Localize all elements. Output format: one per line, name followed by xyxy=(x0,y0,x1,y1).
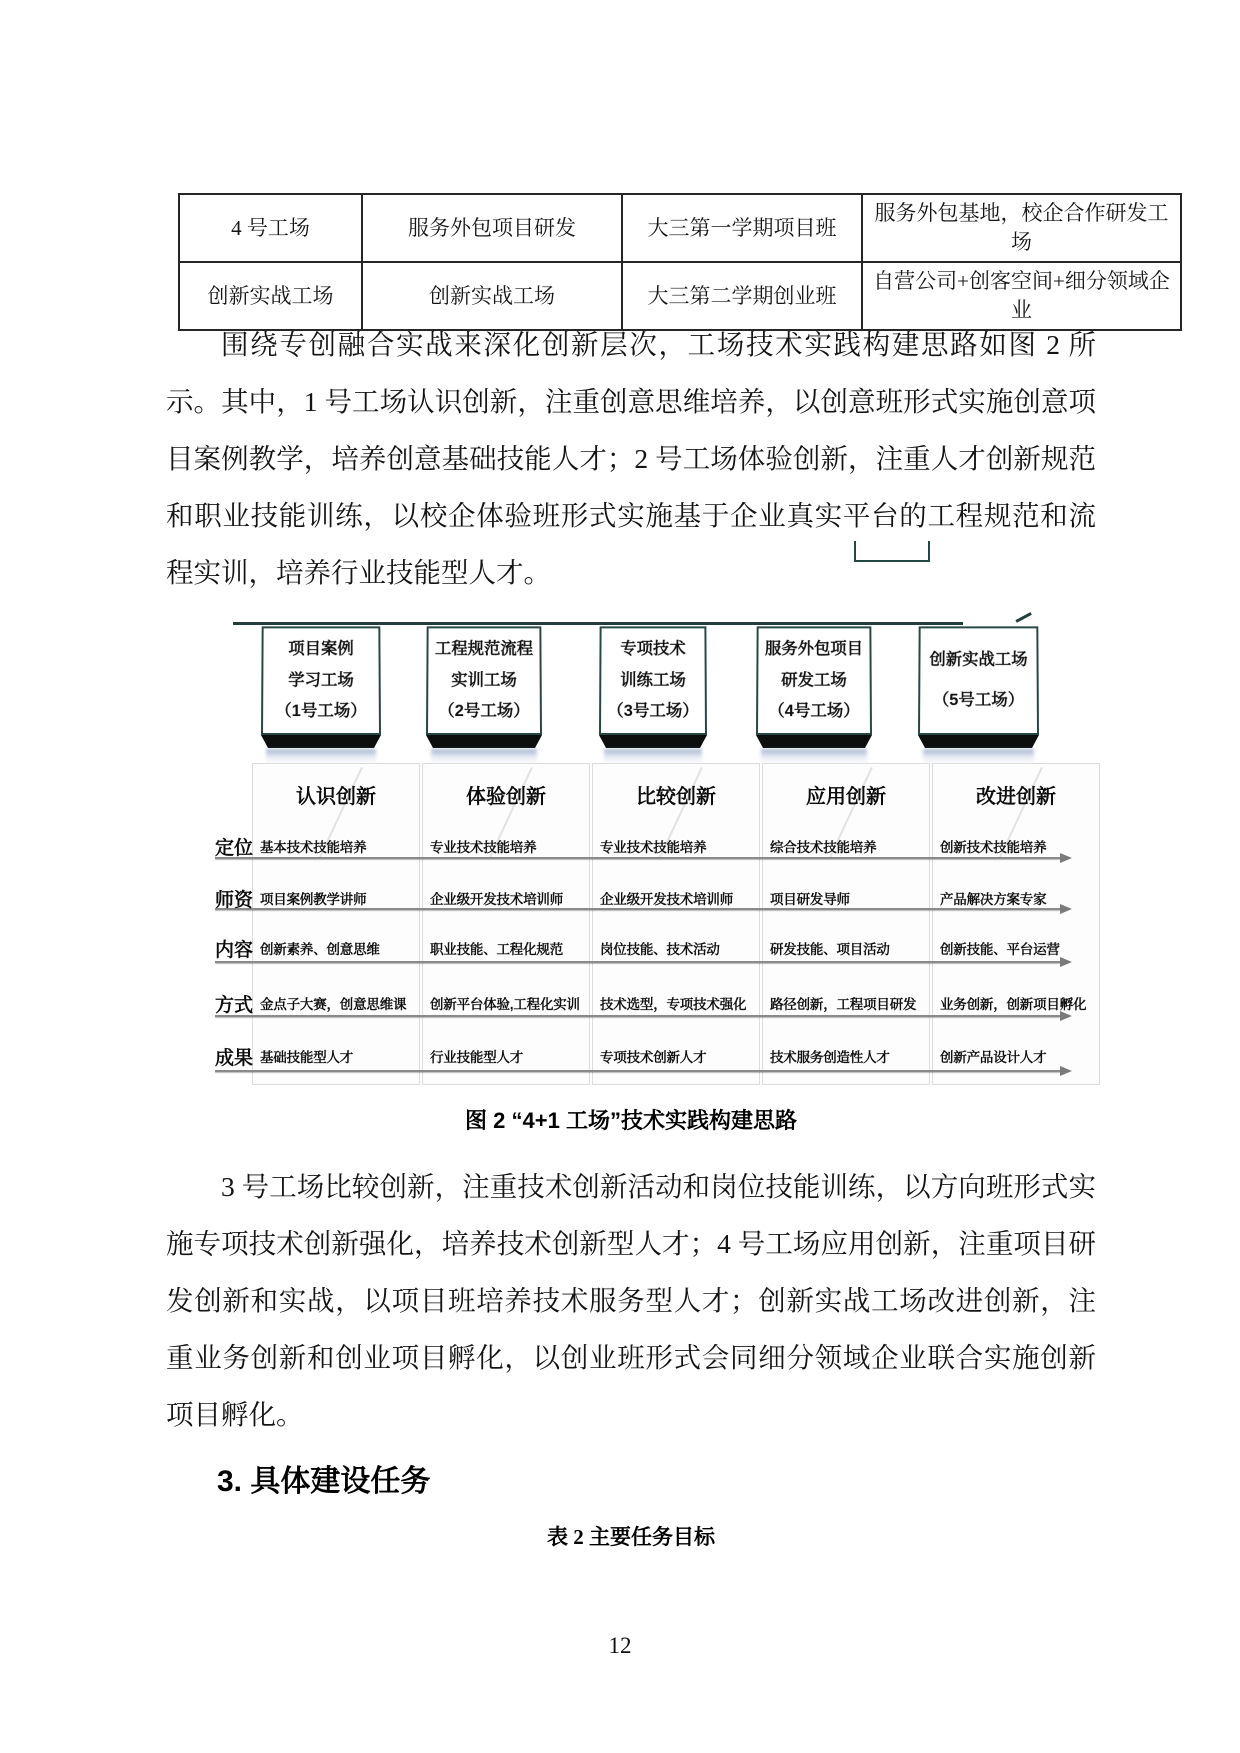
table-cell: 自营公司+创客空间+细分领域企业 xyxy=(862,262,1181,330)
column-value: 基础技能型人才 xyxy=(260,1050,354,1065)
column-value: 金点子大赛，创意思维课 xyxy=(260,997,407,1012)
column-header: 体验创新 xyxy=(466,786,546,808)
column-value: 行业技能型人才 xyxy=(430,1050,524,1065)
workshop-line: （2号工场） xyxy=(438,701,530,720)
workshop-box-label xyxy=(918,626,1039,735)
figure-column-1 xyxy=(252,763,420,1085)
body-paragraph-1: 围绕专创融合实战来深化创新层次，工场技术实践构建思路如图 2 所示。其中，1 号工场认识创新，注重创意思维培养，以创意班形式实施创意项目案例教学，培养创意基础技能人才；2 号工场体验创新，注重人才创新规范和职业技能训练，以校企体验班形式实施基于企业真实平台的工程规范和流程实训，培养行业技能型人才。 xyxy=(166,329,1096,588)
row-arrow-line xyxy=(215,1015,1060,1017)
table-cell: 4 号工场 xyxy=(179,194,362,262)
workshop-pedestal xyxy=(261,735,381,748)
workshop-box-1 xyxy=(261,625,381,765)
workshop-box-5 xyxy=(918,625,1039,765)
workshop-line: 专项技术 xyxy=(620,640,686,658)
column-value: 创新技能、平台运营 xyxy=(940,942,1060,957)
column-value: 专业技术技能培养 xyxy=(430,840,537,855)
column-value: 技术服务创造性人才 xyxy=(770,1050,890,1065)
page-number: 12 xyxy=(608,1633,632,1658)
column-value: 创新素养、创意思维 xyxy=(260,942,380,957)
row-arrow-line xyxy=(215,908,1060,910)
workshop-line: 服务外包项目 xyxy=(764,640,864,658)
table2-caption: 表 2 主要任务目标 xyxy=(547,1525,715,1549)
column-header: 认识创新 xyxy=(296,786,376,808)
column-value: 创新产品设计人才 xyxy=(940,1050,1047,1065)
table-cell: 服务外包项目研发 xyxy=(362,194,622,262)
workshop-line: 学习工场 xyxy=(288,671,354,689)
workshop-line: 工程规范流程 xyxy=(434,640,534,658)
table-cell: 创新实战工场 xyxy=(179,262,362,330)
arrowhead-icon xyxy=(1060,904,1072,914)
figure-row-label: 内容 xyxy=(215,940,254,961)
workshop-pedestal xyxy=(426,735,542,748)
workshop-box-label xyxy=(599,626,707,735)
column-value: 企业级开发技术培训师 xyxy=(430,892,563,907)
row-arrow-line xyxy=(215,857,1060,859)
column-value: 企业级开发技术培训师 xyxy=(600,892,733,907)
column-value: 创新技术技能培养 xyxy=(940,840,1047,855)
workshop-line: 训练工场 xyxy=(620,671,686,689)
column-value: 综合技术技能培养 xyxy=(770,840,877,855)
column-value: 项目研发导师 xyxy=(770,892,850,907)
column-value: 技术选型，专项技术强化 xyxy=(600,997,747,1012)
workshop-overview-table xyxy=(178,193,1182,331)
figure-column-5 xyxy=(932,763,1100,1085)
table-cell: 创新实战工场 xyxy=(362,262,622,330)
body-paragraph-2: 3 号工场比较创新，注重技术创新活动和岗位技能训练，以方向班形式实施专项技术创新强化，培养技术创新型人才；4 号工场应用创新，注重项目研发创新和实战，以项目班培养技术服务型人才；创新实战工场改进创新，注重业务创新和创业项目孵化，以创业班形式会同细分领域企业联合实施创新项目孵化。 xyxy=(166,1171,1096,1430)
column-value: 业务创新，创新项目孵化 xyxy=(940,997,1087,1012)
column-value: 岗位技能、技术活动 xyxy=(600,942,720,957)
row-arrow-line xyxy=(215,961,1060,963)
figure-column-3 xyxy=(592,763,760,1085)
stray-mark xyxy=(1015,612,1031,622)
workshop-pedestal xyxy=(599,735,707,748)
workshop-box-3 xyxy=(599,625,707,765)
figure-column-2 xyxy=(422,763,590,1085)
workshop-box-label xyxy=(426,626,542,735)
column-header: 改进创新 xyxy=(976,786,1056,808)
row-arrow-line xyxy=(215,1070,1060,1072)
cropped-artifact-box xyxy=(854,541,930,562)
column-value: 路径创新，工程项目研发 xyxy=(770,997,917,1012)
figure-column-4 xyxy=(762,763,930,1085)
figure-row-label: 方式 xyxy=(215,995,254,1016)
workshop-line: 项目案例 xyxy=(288,640,354,658)
arrowhead-icon xyxy=(1060,1066,1072,1076)
workshop-pedestal xyxy=(918,735,1039,748)
workshop-line: （3号工场） xyxy=(607,701,699,720)
table-cell: 大三第二学期创业班 xyxy=(622,262,862,330)
workshop-box-label xyxy=(261,626,381,735)
column-value: 产品解决方案专家 xyxy=(940,892,1047,907)
arrowhead-icon xyxy=(1060,853,1072,863)
workshop-line: 实训工场 xyxy=(451,671,517,689)
column-value: 研发技能、项目活动 xyxy=(770,942,890,957)
column-value: 专项技术创新人才 xyxy=(600,1050,707,1065)
workshop-line: 研发工场 xyxy=(781,671,847,689)
column-value: 项目案例教学讲师 xyxy=(260,892,367,907)
workshop-box-2 xyxy=(426,625,542,765)
workshop-line: （1号工场） xyxy=(275,701,367,720)
workshop-line: 创新实战工场 xyxy=(929,650,1028,669)
column-value: 职业技能、工程化规范 xyxy=(430,942,563,957)
column-header: 比较创新 xyxy=(636,786,716,808)
column-value: 创新平台体验,工程化实训 xyxy=(430,997,580,1012)
figure-row-label: 成果 xyxy=(215,1048,254,1069)
figure-workshop-diagram xyxy=(185,615,1105,1093)
table-cell: 服务外包基地，校企合作研发工场 xyxy=(862,194,1181,262)
figure-row-label: 师资 xyxy=(215,890,254,911)
table-row xyxy=(179,194,1181,262)
column-header: 应用创新 xyxy=(806,786,886,808)
workshop-line: （5号工场） xyxy=(932,691,1025,710)
column-value: 专业技术技能培养 xyxy=(600,840,707,855)
workshop-box-label xyxy=(756,626,872,735)
workshop-line: （4号工场） xyxy=(768,701,860,720)
table-cell: 大三第一学期项目班 xyxy=(622,194,862,262)
figure-caption: 图 2 “4+1 工场”技术实践构建思路 xyxy=(465,1108,797,1133)
column-value: 基本技术技能培养 xyxy=(260,840,367,855)
arrowhead-icon xyxy=(1060,957,1072,967)
section-heading: 3. 具体建设任务 xyxy=(217,1465,431,1498)
figure-row-label: 定位 xyxy=(215,838,254,859)
arrowhead-icon xyxy=(1060,1011,1072,1021)
workshop-pedestal xyxy=(756,735,872,748)
workshop-box-4 xyxy=(756,625,872,765)
